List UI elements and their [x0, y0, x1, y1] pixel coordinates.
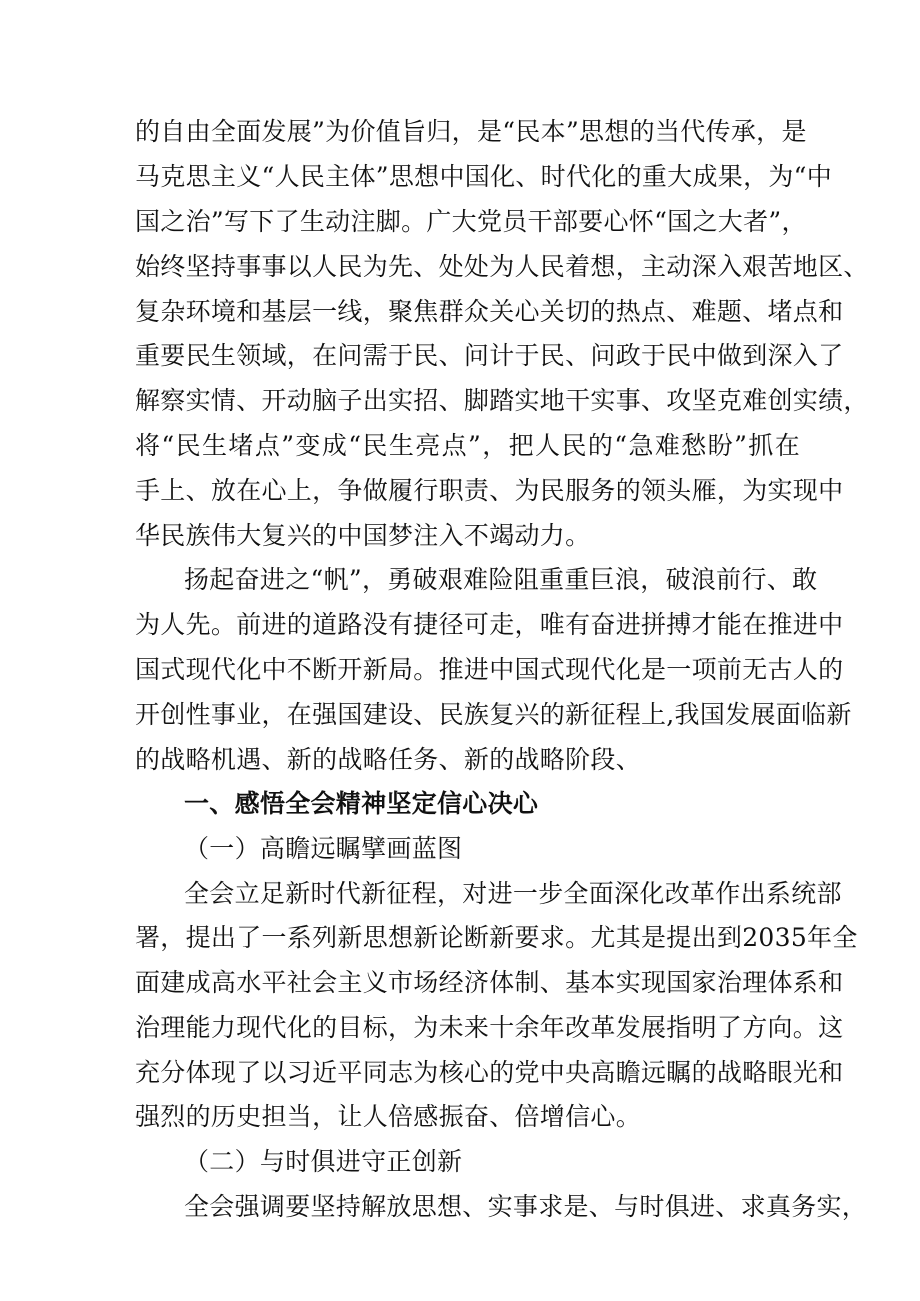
paragraph-line: 马克思主义“人民主体”思想中国化、时代化的重大成果，为“中: [135, 162, 833, 191]
paragraph-line: 扬起奋进之“帆”，勇破艰难险阻重重巨浪，破浪前行、敢: [184, 565, 818, 594]
paragraph-line: 充分体现了以习近平同志为核心的党中央高瞻远瞩的战略眼光和: [135, 1058, 844, 1087]
paragraph-line: 面建成高水平社会主义市场经济体制、基本实现国家治理体系和: [135, 968, 844, 997]
paragraph-line: 开创性事业，在强国建设、民族复兴的新征程上,我国发展面临新: [135, 700, 852, 729]
paragraph-line: 强烈的历史担当，让人倍感振奋、倍增信心。: [135, 1102, 642, 1131]
paragraph-line: 复杂环境和基层一线，聚焦群众关心关切的热点、难题、堵点和: [135, 297, 844, 326]
paragraph-line: 全会立足新时代新征程，对进一步全面深化改革作出系统部: [184, 879, 842, 908]
paragraph-line: 重要民生领域，在问需于民、问计于民、问政于民中做到深入了: [135, 341, 844, 370]
paragraph-line: 全会强调要坚持解放思想、实事求是、与时俱进、求真务实，: [184, 1192, 868, 1221]
subsection-heading: （一）高瞻远瞩擘画蓝图: [184, 834, 463, 863]
paragraph-line: 手上、放在心上，争做履行职责、为民服务的领头雁，为实现中: [135, 476, 844, 505]
subsection-heading: （二）与时俱进守正创新: [184, 1147, 463, 1176]
paragraph-line: 的自由全面发展”为价值旨归，是“民本”思想的当代传承，是: [135, 117, 807, 146]
paragraph-line: 国之治”写下了生动注脚。广大党员干部要心怀“国之大者”，: [135, 207, 807, 236]
paragraph-line: 始终坚持事事以人民为先、处处为人民着想，主动深入艰苦地区、: [135, 252, 869, 281]
paragraph-line: 华民族伟大复兴的中国梦注入不竭动力。: [135, 521, 591, 550]
paragraph-line: 署，提出了一系列新思想新论断新要求。尤其是提出到2035年全: [135, 923, 858, 952]
paragraph-line: 为人先。前进的道路没有捷径可走，唯有奋进拼搏才能在推进中: [135, 610, 844, 639]
paragraph-line: 将“民生堵点”变成“民生亮点”，把人民的“急难愁盼”抓在: [135, 431, 800, 460]
paragraph-line: 治理能力现代化的目标，为未来十余年改革发展指明了方向。这: [135, 1013, 844, 1042]
paragraph-line: 的战略机遇、新的战略任务、新的战略阶段、: [135, 745, 642, 774]
paragraph-line: 国式现代化中不断开新局。推进中国式现代化是一项前无古人的: [135, 655, 844, 684]
section-heading: 一、感悟全会精神坚定信心决心: [184, 789, 539, 818]
paragraph-line: 解察实情、开动脑子出实招、脚踏实地干实事、攻坚克难创实绩，: [135, 386, 869, 415]
